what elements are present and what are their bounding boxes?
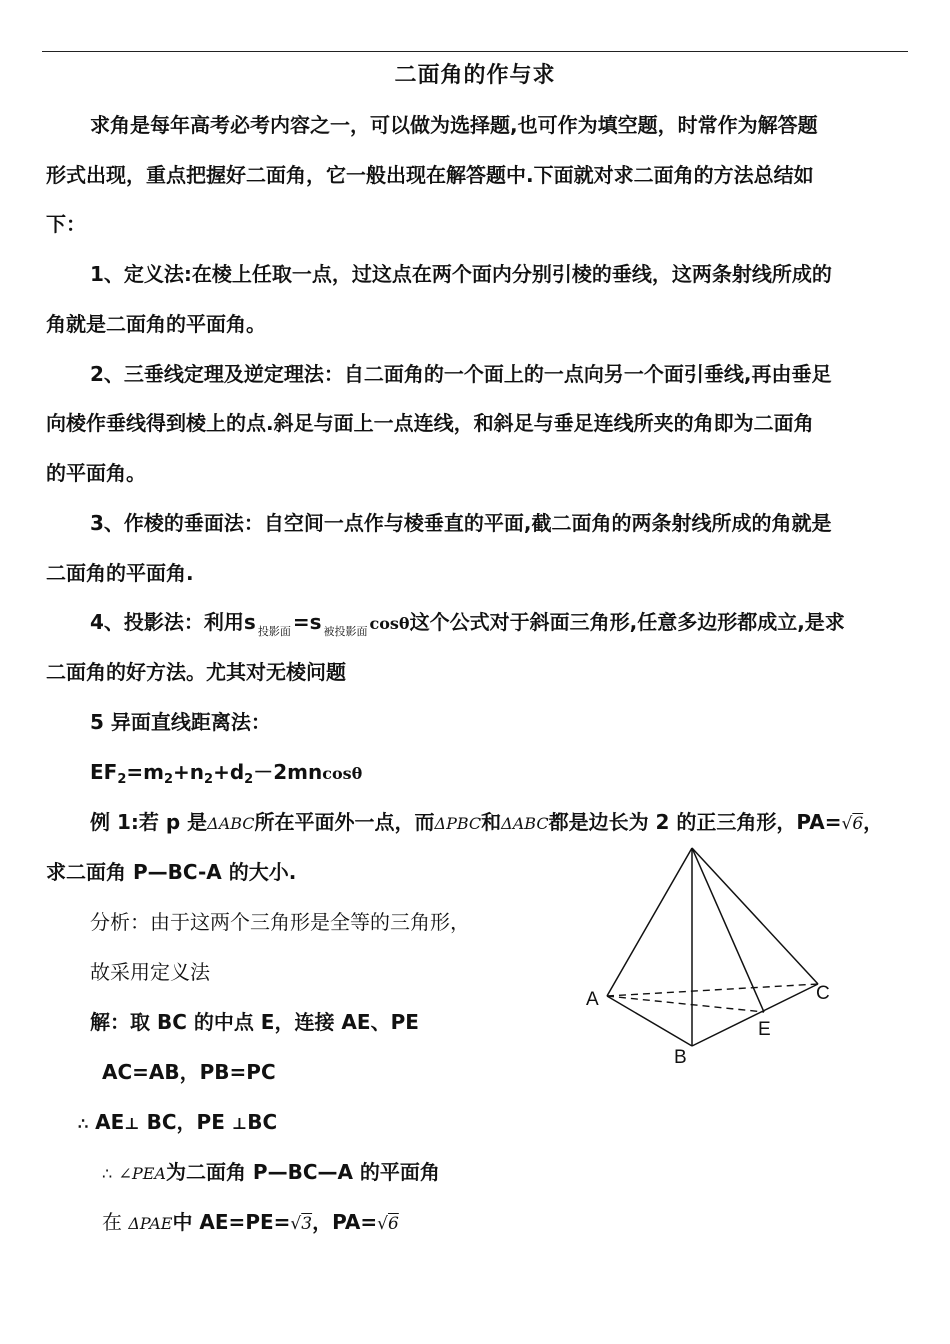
segment-bc: BC — [247, 1110, 278, 1134]
method-1-line-1: 1、定义法:在棱上任取一点，过这点在两个面内分别引棱的垂线，这两条射线所成的 — [90, 262, 832, 286]
label-a: A — [586, 989, 599, 1010]
distance-formula — [90, 758, 362, 794]
segment-ae: AE — [95, 1110, 125, 1134]
method-3-line-1: 3、作棱的垂面法：自空间一点作与棱垂直的平面,截二面角的两条射线所成的角就是 — [90, 511, 832, 535]
method-1-line-2: 角就是二面角的平面角。 — [46, 312, 266, 336]
segment-text: BC，PE — [146, 1110, 225, 1134]
triangle-pae: ΔPAE — [128, 1214, 173, 1233]
solution-step-4 — [102, 1158, 440, 1188]
method-5-heading: 5 异面直线距离法： — [90, 710, 271, 734]
formula-d: +d — [213, 760, 245, 784]
method-4-prefix: 4、投影法：利用 — [90, 610, 244, 634]
solution-text: ，PA= — [312, 1210, 378, 1234]
example-text: 若 p 是 — [138, 810, 208, 834]
top-rule — [42, 51, 908, 52]
projection-subscript: 投影面 — [257, 625, 291, 638]
cos-theta: cosθ — [369, 614, 410, 633]
label-e: E — [758, 1019, 771, 1040]
therefore-symbol: ∴ — [102, 1164, 113, 1183]
solution-step-3 — [78, 1108, 277, 1138]
analysis-line-2: 故采用定义法 — [90, 960, 210, 984]
triangle-abc: ΔABC — [501, 814, 549, 833]
method-4-line-1 — [90, 608, 845, 646]
sqrt-radicand: 6 — [852, 814, 864, 834]
example-text: 都是边长为 2 的正三角形，PA= — [548, 810, 842, 834]
solution-step-5 — [102, 1208, 399, 1238]
intro-line-3: 下： — [46, 212, 86, 236]
example-line-2: 求二面角 P—BC-A 的大小. — [46, 860, 297, 884]
edge-ac-hidden — [607, 984, 818, 996]
solution-text: 中 AE=PE= — [172, 1210, 291, 1234]
example-text: 所在平面外一点，而 — [254, 810, 435, 834]
example-text: 和 — [481, 810, 502, 834]
formula-n: +n — [173, 760, 205, 784]
formula-sub: 2 — [117, 772, 127, 787]
method-2-line-1: 2、三垂线定理及逆定理法：自二面角的一个面上的一点向另一个面引垂线,再由垂足 — [90, 362, 832, 386]
perp-symbol: ⊥ — [124, 1114, 140, 1133]
method-4-suffix: 这个公式对于斜面三角形,任意多边形都成立,是求 — [409, 610, 845, 634]
angle-pea: ∠PEA — [118, 1164, 166, 1183]
intro-line-2: 形式出现，重点把握好二面角，它一般出现在解答题中.下面就对求二面角的方法总结如 — [46, 163, 814, 187]
triangle-abc: ΔABC — [207, 814, 255, 833]
therefore-symbol: ∴ — [78, 1114, 89, 1133]
projection-equals: =s — [292, 610, 322, 634]
label-b: B — [674, 1047, 687, 1068]
edge-pa — [607, 848, 692, 996]
solution-step-1: 解：取 BC 的中点 E，连接 AE、PE — [90, 1010, 419, 1034]
solution-step-2: AC=AB，PB=PC — [102, 1060, 276, 1084]
analysis-line-1: 分析：由于这两个三角形是全等的三角形， — [90, 910, 470, 934]
edge-pc — [692, 848, 818, 984]
projection-s: s — [243, 610, 256, 634]
pyramid-figure — [570, 806, 850, 1076]
sqrt-6: √6 — [377, 1214, 399, 1234]
formula-cos: cosθ — [322, 764, 363, 783]
perp-symbol: ⊥ — [231, 1114, 248, 1133]
formula-ef: EF — [90, 760, 118, 784]
formula-sub: 2 — [244, 772, 254, 787]
formula-sub: 2 — [204, 772, 214, 787]
solution-text: 为二面角 P—BC—A 的平面角 — [165, 1160, 440, 1184]
sqrt-radicand: 6 — [387, 1214, 399, 1234]
page-title: 二面角的作与求 — [394, 63, 556, 88]
label-c: C — [816, 983, 830, 1004]
method-4-line-2: 二面角的好方法。尤其对无棱问题 — [46, 660, 346, 684]
method-2-line-2: 向棱作垂线得到棱上的点.斜足与面上一点连线，和斜足与垂足连线所夹的角即为二面角 — [46, 411, 814, 435]
sqrt-6: √6 — [841, 814, 864, 834]
sqrt-radicand: 3 — [301, 1214, 313, 1234]
formula-rest: －2mn — [253, 760, 323, 784]
intro-line-1: 求角是每年高考必考内容之一，可以做为选择题,也可作为填空题，时常作为解答题 — [90, 113, 818, 137]
projected-subscript: 被投影面 — [323, 625, 368, 638]
example-text: ， — [863, 810, 884, 834]
formula-sub: 2 — [163, 772, 174, 787]
triangle-pbc: ΔPBC — [434, 814, 482, 833]
sqrt-3: √3 — [290, 1214, 313, 1234]
method-3-line-2: 二面角的平面角. — [46, 561, 194, 585]
method-2-line-3: 的平面角。 — [46, 461, 146, 485]
example-label: 例 1: — [90, 810, 139, 834]
formula-m: =m — [126, 760, 164, 784]
solution-text: 在 — [102, 1210, 122, 1234]
